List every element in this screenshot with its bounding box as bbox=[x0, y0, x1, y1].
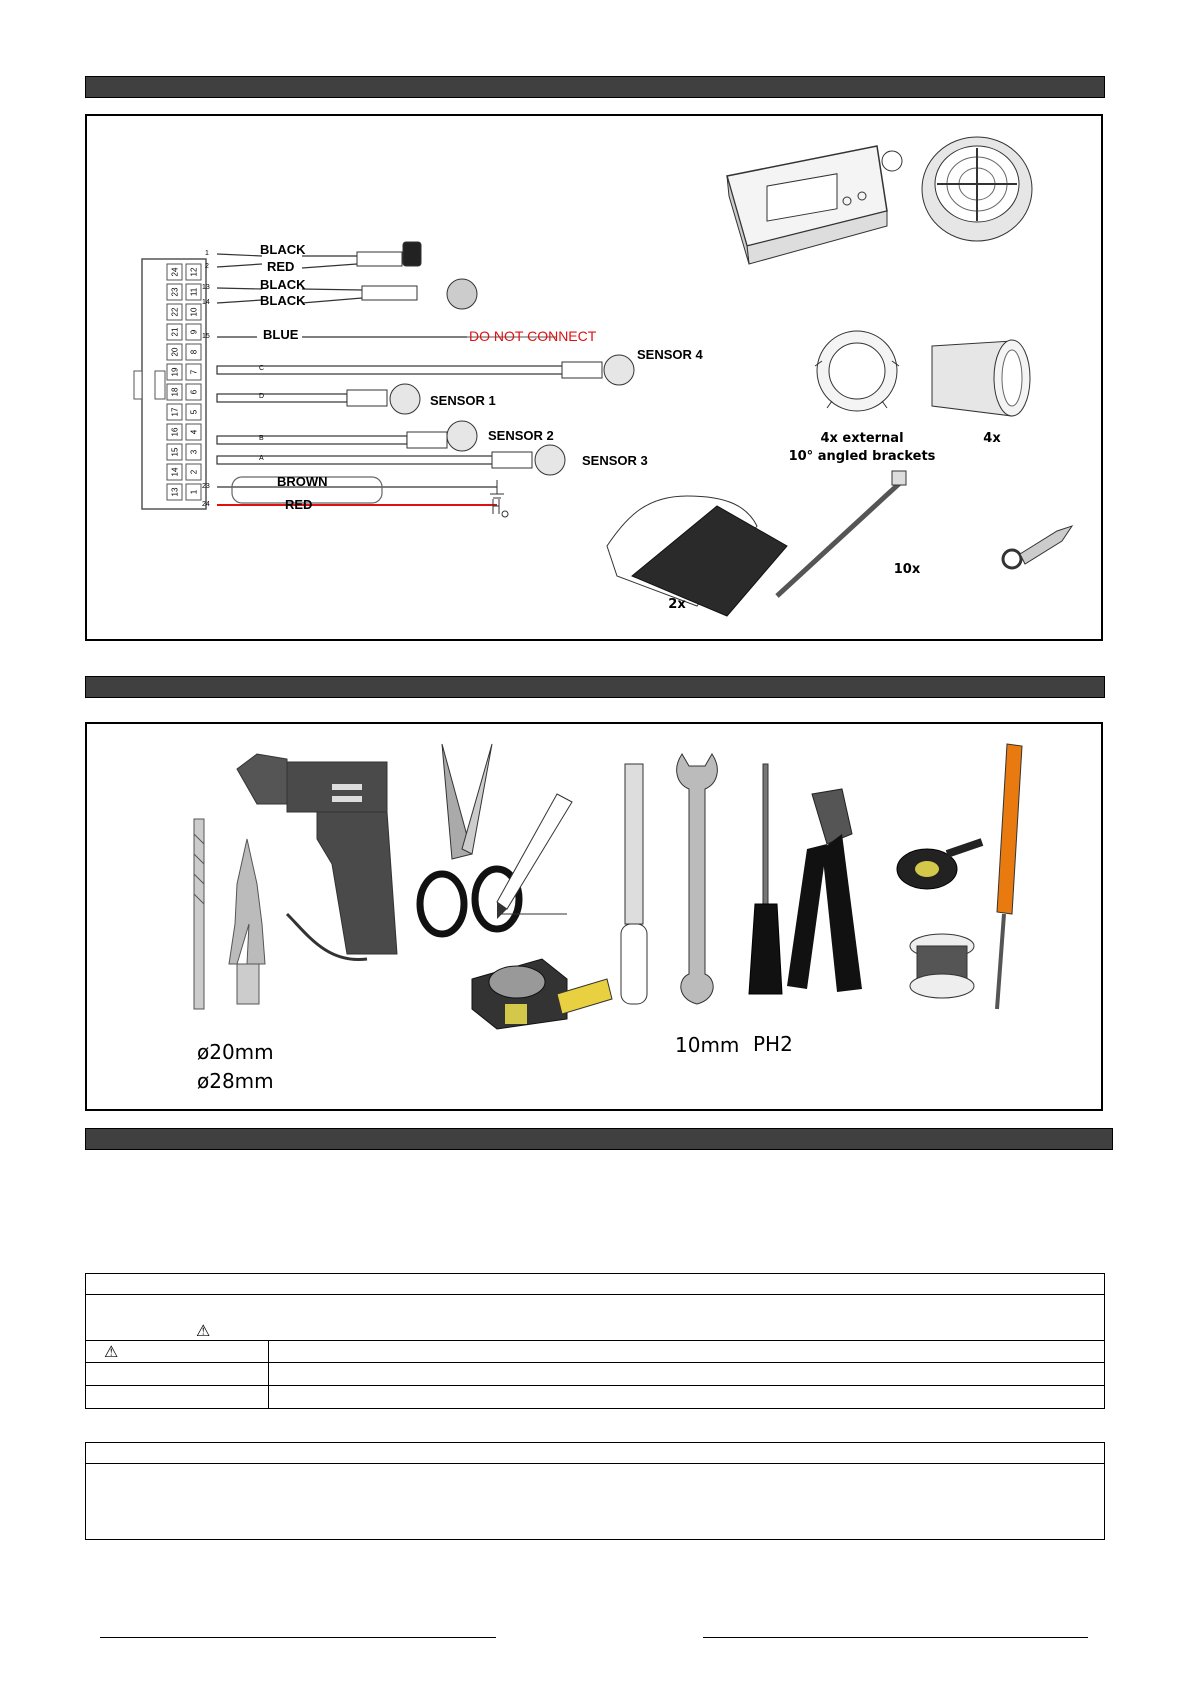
section-header-bar-3 bbox=[85, 1128, 1113, 1150]
ring-terminal-icon bbox=[1003, 526, 1072, 568]
sensor-3-icon bbox=[535, 445, 565, 475]
connector-pin-label: 23 bbox=[170, 287, 180, 297]
buzzer-plug bbox=[357, 252, 402, 266]
screwdriver-icon bbox=[749, 764, 782, 994]
sensor-2-icon bbox=[447, 421, 477, 451]
wrench-icon bbox=[677, 754, 718, 1004]
connector-pin-label: 15 bbox=[170, 447, 180, 457]
drill-size-28: ø28mm bbox=[197, 1069, 274, 1093]
tie-count-caption: 10x bbox=[893, 562, 921, 577]
connector-pin-label: 22 bbox=[170, 307, 180, 317]
wire-pin-2: 2 bbox=[205, 263, 209, 270]
sensor-4-label: SENSOR 4 bbox=[637, 347, 703, 362]
connector-pin-label: 17 bbox=[170, 407, 180, 417]
table-row bbox=[86, 1274, 1105, 1295]
sensor-side-icon bbox=[932, 340, 1030, 416]
connector-pin-label: 5 bbox=[189, 409, 199, 415]
connector-pin-label: 3 bbox=[189, 449, 199, 455]
wire-letter-a: A bbox=[259, 455, 264, 462]
wire-label-blue-15: BLUE bbox=[263, 327, 299, 342]
sensor-1-icon bbox=[390, 384, 420, 414]
sensor-1-label: SENSOR 1 bbox=[430, 393, 496, 408]
wrench-size-label: 10mm bbox=[675, 1033, 740, 1057]
wire-label-black-14: BLACK bbox=[260, 293, 306, 308]
connector-pin-label: 6 bbox=[189, 389, 199, 395]
do-not-connect-label: DO NOT CONNECT bbox=[469, 328, 597, 344]
sensor-4-plug bbox=[562, 362, 602, 378]
connector-pin-label: 18 bbox=[170, 387, 180, 397]
bracket-caption-line2: 10° angled brackets bbox=[788, 449, 936, 464]
wire-pin-24: 24 bbox=[202, 501, 210, 508]
pencil-icon bbox=[497, 794, 572, 919]
wire-pin-23: 23 bbox=[202, 483, 210, 490]
warning-icon: ⚠ bbox=[104, 1342, 119, 1361]
wire-pin-13: 13 bbox=[202, 284, 210, 291]
sensor-3-label: SENSOR 3 bbox=[582, 453, 648, 468]
speaker-icon bbox=[447, 279, 477, 309]
wire-label-red-24: RED bbox=[285, 497, 313, 512]
connector-pin-label: 24 bbox=[170, 267, 180, 277]
sensor-2-plug bbox=[407, 432, 447, 448]
control-unit-icon bbox=[727, 146, 902, 264]
table-row bbox=[86, 1386, 1105, 1409]
insulating-tape-icon bbox=[897, 842, 982, 889]
connector-pin-label: 19 bbox=[170, 367, 180, 377]
sensor-count-caption: 4x bbox=[983, 431, 1001, 446]
connector-pin-label: 20 bbox=[170, 347, 180, 357]
wire-letter-c: C bbox=[259, 365, 265, 372]
wire-pin-14: 14 bbox=[202, 299, 210, 306]
wire-label-brown-23: BROWN bbox=[277, 474, 328, 489]
wire-pin-15: 15 bbox=[202, 333, 210, 340]
cable-tie-icon bbox=[777, 471, 906, 596]
footer-line-right bbox=[703, 1637, 1088, 1638]
table-row bbox=[86, 1363, 1105, 1386]
connector-pin-label: 11 bbox=[189, 287, 199, 297]
drill-size-20: ø20mm bbox=[197, 1040, 274, 1064]
wire-label-red-2: RED bbox=[267, 259, 295, 274]
connector-pin-label: 21 bbox=[170, 327, 180, 337]
wire-label-black-1: BLACK bbox=[260, 242, 306, 257]
sensor-4-icon bbox=[604, 355, 634, 385]
connector-pin-label: 16 bbox=[170, 427, 180, 437]
wire-pin-1: 1 bbox=[205, 250, 209, 257]
sensor-1-plug bbox=[347, 390, 387, 406]
connector-pin-label: 14 bbox=[170, 467, 180, 477]
wire-letter-b: B bbox=[259, 435, 264, 442]
table-row bbox=[86, 1443, 1105, 1464]
felt-count-caption: 2x bbox=[668, 597, 686, 612]
sensor-2-label: SENSOR 2 bbox=[488, 428, 554, 443]
section-header-bar-1 bbox=[85, 76, 1105, 98]
connector-24pin bbox=[134, 259, 206, 509]
connector-pin-label: 8 bbox=[189, 349, 199, 355]
connector-pin-label: 9 bbox=[189, 329, 199, 335]
table-row bbox=[86, 1295, 1105, 1341]
section-header-bar-2 bbox=[85, 676, 1105, 698]
table-row bbox=[86, 1341, 1105, 1363]
ignition-symbol-icon bbox=[493, 499, 508, 517]
connector-pin-label: 13 bbox=[170, 487, 180, 497]
connector-pin-label: 10 bbox=[189, 307, 199, 317]
file-tool-icon bbox=[621, 764, 647, 1004]
screwdriver-size-label: PH2 bbox=[753, 1032, 793, 1056]
step-drill-icon bbox=[229, 839, 265, 1004]
buzzer-icon bbox=[403, 242, 421, 266]
footer-line-left bbox=[100, 1637, 496, 1638]
connector-pin-label: 2 bbox=[189, 469, 199, 475]
speaker-large-icon bbox=[922, 137, 1032, 241]
wire-letter-d: D bbox=[259, 393, 265, 400]
wiring-diagram bbox=[87, 116, 1101, 639]
solder-spool-icon bbox=[910, 934, 974, 998]
tools-panel bbox=[85, 722, 1103, 1111]
warning-table bbox=[85, 1273, 1105, 1409]
ground-symbol-icon bbox=[490, 480, 504, 498]
notes-table bbox=[85, 1442, 1105, 1540]
connector-pin-label: 1 bbox=[189, 489, 199, 495]
connector-pin-label: 4 bbox=[189, 429, 199, 435]
wire-label-black-13: BLACK bbox=[260, 277, 306, 292]
drill-bit-icon bbox=[194, 819, 204, 1009]
connector-pin-label: 7 bbox=[189, 369, 199, 375]
felt-pads-icon bbox=[607, 496, 787, 616]
angled-bracket-icon bbox=[815, 331, 899, 411]
speaker-plug bbox=[362, 286, 417, 300]
sensor-3-plug bbox=[492, 452, 532, 468]
kit-contents-panel bbox=[85, 114, 1103, 641]
pliers-icon bbox=[787, 789, 862, 992]
bracket-caption-line1: 4x external bbox=[820, 431, 904, 446]
warning-icon: ⚠ bbox=[196, 1321, 211, 1340]
soldering-iron-icon bbox=[997, 744, 1022, 1009]
connector-pin-label: 12 bbox=[189, 267, 199, 277]
tape-measure-icon bbox=[472, 959, 612, 1029]
table-row bbox=[86, 1464, 1105, 1540]
